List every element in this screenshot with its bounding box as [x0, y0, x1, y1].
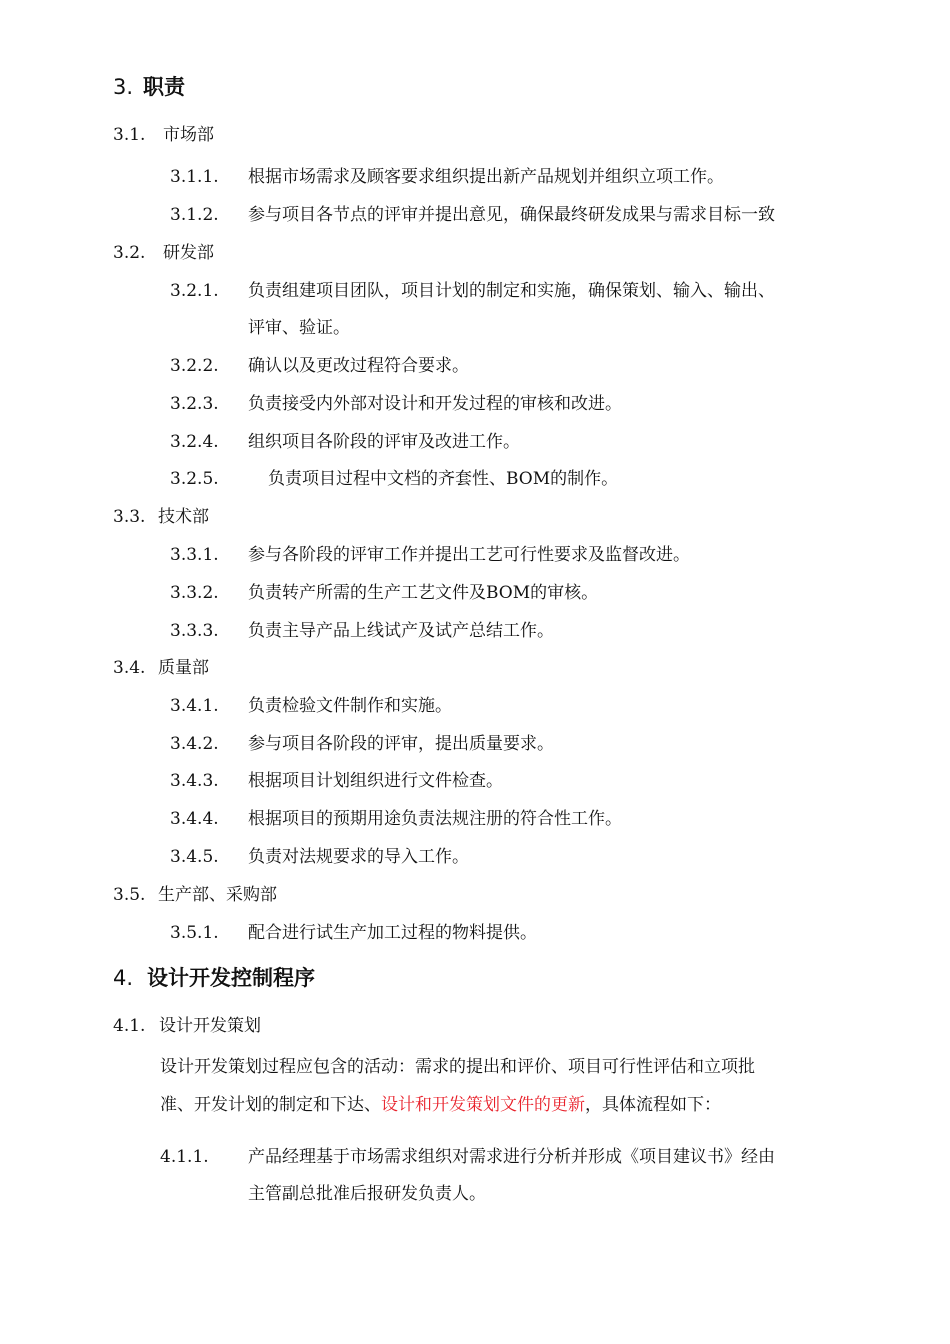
list-item	[170, 280, 775, 302]
list-item	[170, 166, 724, 188]
paragraph-line: 设计开发策划过程应包含的活动：需求的提出和评价、项目可行性评估和立项批	[160, 1057, 755, 1077]
subsection-heading-3-2	[113, 242, 214, 264]
subsection-number: 3.3.	[113, 507, 146, 527]
list-item	[170, 431, 520, 453]
item-text: 参与各阶段的评审工作并提出工艺可行性要求及监督改进。	[248, 545, 690, 565]
paragraph-line	[160, 1094, 721, 1116]
subsection-heading-3-4	[113, 657, 209, 679]
list-item	[170, 620, 554, 642]
list-item	[170, 393, 622, 415]
item-number: 3.2.1.	[170, 281, 219, 301]
item-number: 3.3.3.	[170, 621, 219, 641]
highlighted-text: 设计和开发策划文件的更新	[381, 1095, 585, 1115]
section-heading-3	[113, 74, 185, 100]
list-item	[170, 846, 469, 868]
paragraph-text: 准、开发计划的制定和下达、	[160, 1095, 381, 1115]
item-text: 根据项目计划组织进行文件检查。	[248, 771, 503, 791]
list-item	[170, 695, 452, 717]
item-text: 负责组建项目团队，项目计划的制定和实施，确保策划、输入、输出、	[248, 281, 775, 301]
list-item	[170, 468, 618, 490]
item-number: 3.4.2.	[170, 734, 219, 754]
subsection-number: 3.2.	[113, 243, 146, 263]
section-heading-4	[113, 965, 315, 991]
section-number: 3.	[113, 75, 134, 99]
subsection-number: 4.1.	[113, 1016, 146, 1036]
list-item-continuation: 评审、验证。	[248, 318, 350, 338]
item-text: 负责对法规要求的导入工作。	[248, 847, 469, 867]
item-text: 负责项目过程中文档的齐套性、BOM的制作。	[268, 469, 619, 489]
item-number: 3.3.2.	[170, 583, 219, 603]
list-item	[170, 582, 598, 604]
item-number: 3.3.1.	[170, 545, 219, 565]
subsection-title: 设计开发策划	[159, 1016, 261, 1036]
section-title: 设计开发控制程序	[147, 966, 315, 990]
item-number: 3.2.4.	[170, 432, 219, 452]
item-text: 根据市场需求及顾客要求组织提出新产品规划并组织立项工作。	[248, 167, 724, 187]
subsection-heading-3-5	[113, 884, 277, 906]
item-text: 配合进行试生产加工过程的物料提供。	[248, 923, 537, 943]
subsection-number: 3.5.	[113, 885, 146, 905]
item-number: 3.2.3.	[170, 394, 219, 414]
subsection-title: 质量部	[158, 658, 209, 678]
item-number: 3.4.4.	[170, 809, 219, 829]
list-item	[170, 544, 690, 566]
section-title: 职责	[143, 75, 185, 99]
item-number: 3.4.3.	[170, 771, 219, 791]
subsection-title: 技术部	[158, 507, 209, 527]
item-text: 参与项目各节点的评审并提出意见，确保最终研发成果与需求目标一致	[248, 205, 775, 225]
paragraph-text: ，具体流程如下：	[585, 1095, 721, 1115]
subsection-number: 3.4.	[113, 658, 146, 678]
item-text: 负责接受内外部对设计和开发过程的审核和改进。	[248, 394, 622, 414]
item-number: 3.4.5.	[170, 847, 219, 867]
item-text: 确认以及更改过程符合要求。	[248, 356, 469, 376]
subsection-heading-4-1	[113, 1015, 261, 1037]
section-number: 4.	[113, 966, 134, 990]
item-number: 3.2.5.	[170, 469, 219, 489]
list-item	[160, 1146, 775, 1168]
item-number: 3.5.1.	[170, 923, 219, 943]
subsection-number: 3.1.	[113, 125, 146, 145]
item-number: 3.1.1.	[170, 167, 219, 187]
item-number: 3.4.1.	[170, 696, 219, 716]
subsection-title: 生产部、采购部	[158, 885, 277, 905]
list-item	[170, 808, 622, 830]
item-text: 负责主导产品上线试产及试产总结工作。	[248, 621, 554, 641]
list-item	[170, 770, 503, 792]
list-item	[170, 355, 469, 377]
item-text: 组织项目各阶段的评审及改进工作。	[248, 432, 520, 452]
subsection-heading-3-1	[113, 124, 214, 146]
item-number: 4.1.1.	[160, 1147, 209, 1167]
subsection-title: 研发部	[163, 243, 214, 263]
item-text: 负责转产所需的生产工艺文件及BOM的审核。	[248, 583, 599, 603]
subsection-title: 市场部	[163, 125, 214, 145]
item-number: 3.1.2.	[170, 205, 219, 225]
item-text: 参与项目各阶段的评审，提出质量要求。	[248, 734, 554, 754]
list-item	[170, 204, 775, 226]
list-item	[170, 733, 554, 755]
subsection-heading-3-3	[113, 506, 209, 528]
item-text: 产品经理基于市场需求组织对需求进行分析并形成《项目建议书》经由	[248, 1147, 775, 1167]
item-text: 负责检验文件制作和实施。	[248, 696, 452, 716]
list-item	[170, 922, 537, 944]
item-number: 3.2.2.	[170, 356, 219, 376]
list-item-continuation: 主管副总批准后报研发负责人。	[248, 1184, 486, 1204]
item-text: 根据项目的预期用途负责法规注册的符合性工作。	[248, 809, 622, 829]
